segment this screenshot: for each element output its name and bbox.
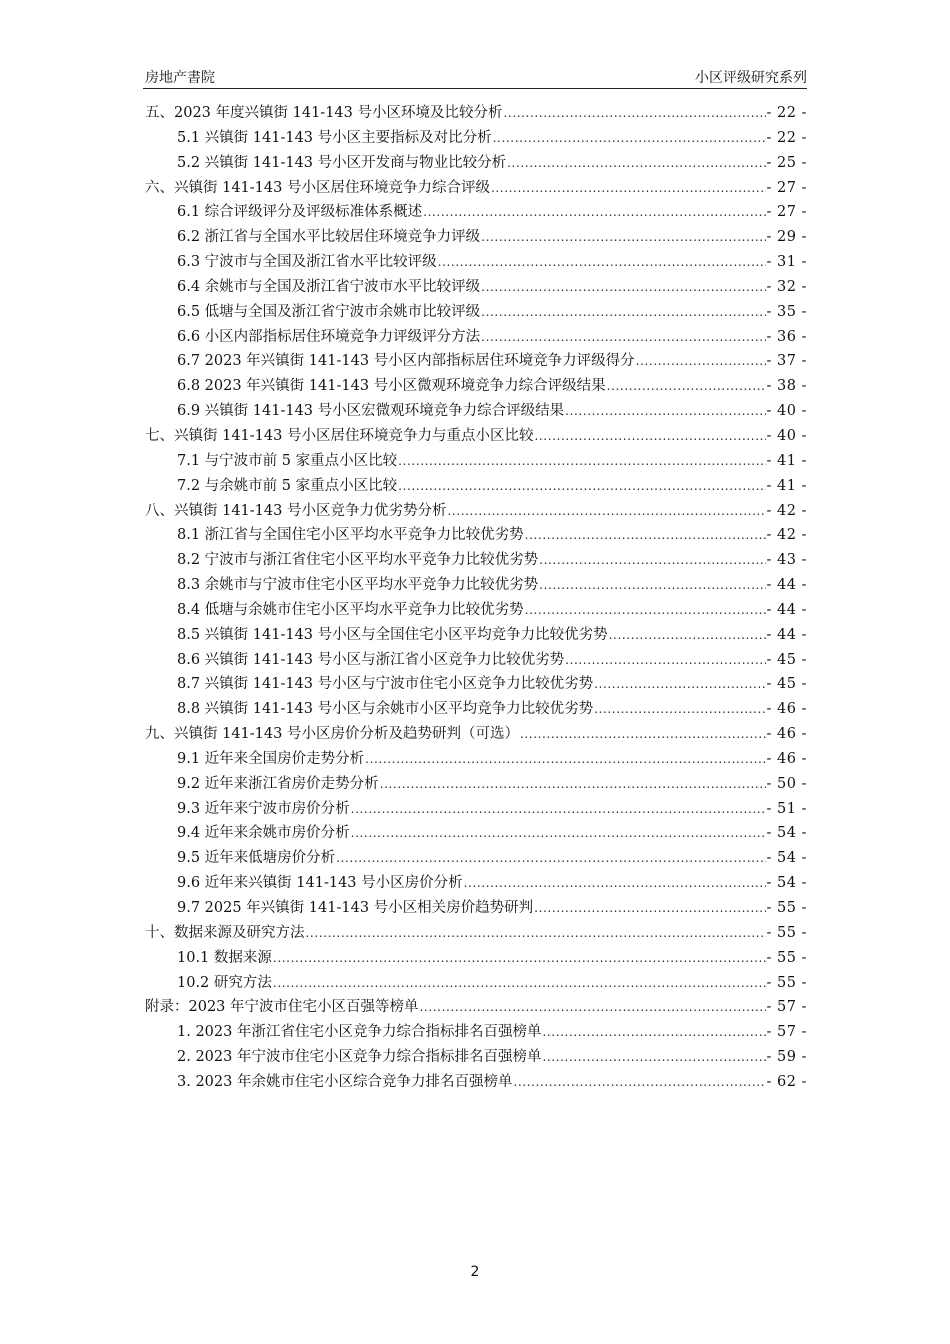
toc-entry-title: 附录：2023 年宁波市住宅小区百强等榜单: [145, 999, 419, 1016]
toc-entry[interactable]: [145, 971, 807, 996]
toc-entry-page: - 51 -: [766, 800, 807, 817]
toc-entry-page: - 59 -: [766, 1049, 807, 1066]
toc-entry[interactable]: [145, 250, 807, 275]
toc-entry-page: - 55 -: [766, 924, 807, 941]
toc-dot-leader: [398, 454, 765, 468]
toc-entry-title: 9.7 2025 年兴镇街 141-143 号小区相关房价趋势研判: [177, 900, 534, 916]
toc-entry-title: 8.7 兴镇街 141-143 号小区与宁波市住宅小区竞争力比较优劣势: [177, 676, 594, 693]
toc-entry-page: - 22 -: [766, 129, 807, 146]
toc-entry[interactable]: [145, 101, 807, 126]
toc-entry[interactable]: [145, 1020, 807, 1045]
toc-entry-title: 3. 2023 年余姚市住宅小区综合竞争力排名百强榜单: [177, 1073, 513, 1090]
toc-dot-leader: [423, 205, 765, 219]
toc-dot-leader: [481, 280, 765, 294]
toc-entry[interactable]: [145, 399, 807, 424]
toc-entry-page: - 62 -: [766, 1073, 807, 1090]
toc-entry-title: 6.2 浙江省与全国水平比较居住环境竞争力评级: [177, 229, 481, 246]
table-of-contents: [145, 101, 807, 1095]
toc-entry-title: 5.1 兴镇街 141-143 号小区主要指标及对比分析: [177, 129, 492, 146]
toc-entry-title: 1. 2023 年浙江省住宅小区竞争力综合指标排名百强榜单: [177, 1024, 542, 1041]
toc-entry[interactable]: [145, 325, 807, 350]
toc-dot-leader: [493, 131, 766, 145]
toc-dot-leader: [380, 777, 766, 791]
toc-entry[interactable]: [145, 871, 807, 896]
toc-dot-leader: [609, 628, 766, 642]
toc-entry-page: - 54 -: [766, 850, 807, 867]
toc-entry-title: 9.3 近年来宁波市房价分析: [177, 800, 350, 817]
toc-entry-page: - 45 -: [766, 676, 807, 693]
toc-entry-page: - 54 -: [766, 825, 807, 842]
toc-dot-leader: [542, 1025, 765, 1039]
toc-dot-leader: [513, 1075, 765, 1089]
toc-entry-title: 6.8 2023 年兴镇街 141-143 号小区微观环境竞争力综合评级结果: [177, 378, 606, 395]
toc-entry-title: 8.4 低塘与余姚市住宅小区平均水平竞争力比较优劣势: [177, 601, 524, 618]
toc-entry[interactable]: [145, 697, 807, 722]
toc-dot-leader: [539, 578, 765, 592]
toc-dot-leader: [481, 230, 765, 244]
toc-entry-title: 六、兴镇街 141-143 号小区居住环境竞争力综合评级: [145, 179, 490, 196]
toc-entry-title: 6.9 兴镇街 141-143 号小区宏微观环境竞争力综合评级结果: [177, 403, 565, 420]
toc-dot-leader: [351, 802, 766, 816]
toc-entry[interactable]: [145, 747, 807, 772]
toc-entry[interactable]: [145, 300, 807, 325]
toc-entry-title: 10.1 数据来源: [177, 949, 272, 966]
header-publisher: 房地产書院: [145, 70, 215, 86]
toc-dot-leader: [365, 752, 765, 766]
toc-dot-leader: [503, 106, 765, 120]
toc-entry-page: - 38 -: [766, 378, 807, 395]
toc-entry-title: 2. 2023 年宁波市住宅小区竞争力综合指标排名百强榜单: [177, 1049, 542, 1066]
toc-entry-page: - 44 -: [766, 577, 807, 594]
toc-entry-page: - 50 -: [766, 775, 807, 792]
toc-dot-leader: [481, 330, 765, 344]
toc-entry[interactable]: [145, 573, 807, 598]
toc-entry[interactable]: [145, 548, 807, 573]
toc-entry-title: 8.5 兴镇街 141-143 号小区与全国住宅小区平均竞争力比较优劣势: [177, 626, 608, 643]
toc-entry[interactable]: [145, 176, 807, 201]
toc-entry[interactable]: [145, 672, 807, 697]
toc-dot-leader: [351, 826, 766, 840]
toc-entry-title: 十、数据来源及研究方法: [145, 924, 305, 941]
toc-entry-title: 7.1 与宁波市前 5 家重点小区比较: [177, 452, 398, 469]
toc-entry-page: - 25 -: [766, 154, 807, 171]
toc-entry-title: 9.5 近年来低塘房价分析: [177, 850, 336, 867]
toc-entry-title: 七、兴镇街 141-143 号小区居住环境竞争力与重点小区比较: [145, 427, 534, 444]
toc-entry-page: - 22 -: [766, 105, 807, 121]
toc-entry[interactable]: [145, 623, 807, 648]
toc-entry-page: - 40 -: [766, 427, 807, 444]
toc-entry-page: - 42 -: [766, 527, 807, 544]
toc-entry[interactable]: [145, 1070, 807, 1095]
toc-entry-page: - 35 -: [766, 303, 807, 320]
toc-entry-page: - 46 -: [766, 726, 807, 743]
toc-entry-title: 6.4 余姚市与全国及浙江省宁波市水平比较评级: [177, 278, 481, 295]
toc-entry-page: - 55 -: [766, 900, 807, 916]
toc-entry[interactable]: [145, 772, 807, 797]
toc-entry-page: - 44 -: [766, 626, 807, 643]
toc-entry-title: 9.4 近年来余姚市房价分析: [177, 825, 350, 842]
toc-dot-leader: [636, 354, 766, 368]
toc-entry-title: 5.2 兴镇街 141-143 号小区开发商与物业比较分析: [177, 154, 507, 171]
toc-entry-title: 9.6 近年来兴镇街 141-143 号小区房价分析: [177, 875, 463, 892]
toc-dot-leader: [507, 156, 765, 170]
toc-entry-page: - 46 -: [766, 750, 807, 767]
toc-entry[interactable]: [145, 225, 807, 250]
toc-entry-page: - 27 -: [766, 179, 807, 196]
toc-entry[interactable]: [145, 349, 807, 374]
toc-entry-title: 五、2023 年度兴镇街 141-143 号小区环境及比较分析: [145, 105, 503, 121]
toc-entry-page: - 36 -: [766, 328, 807, 345]
toc-entry-page: - 45 -: [766, 651, 807, 668]
toc-entry[interactable]: [145, 200, 807, 225]
toc-entry-title: 8.8 兴镇街 141-143 号小区与余姚市小区平均竞争力比较优劣势: [177, 701, 594, 718]
toc-dot-leader: [336, 851, 765, 865]
toc-entry-title: 8.1 浙江省与全国住宅小区平均水平竞争力比较优劣势: [177, 527, 524, 544]
toc-entry[interactable]: [145, 896, 807, 921]
toc-dot-leader: [542, 1050, 765, 1064]
toc-entry-page: - 31 -: [766, 254, 807, 271]
toc-entry[interactable]: [145, 374, 807, 399]
toc-entry-title: 九、兴镇街 141-143 号小区房价分析及趋势研判（可选）: [145, 726, 519, 743]
toc-dot-leader: [464, 876, 766, 890]
toc-entry-page: - 57 -: [766, 999, 807, 1016]
toc-dot-leader: [594, 677, 765, 691]
toc-entry[interactable]: [145, 499, 807, 524]
toc-dot-leader: [525, 603, 766, 617]
toc-entry-page: - 55 -: [766, 974, 807, 991]
toc-dot-leader: [438, 255, 766, 269]
toc-entry-title: 6.1 综合评级评分及评级标准体系概述: [177, 204, 423, 221]
toc-entry[interactable]: [145, 474, 807, 499]
toc-entry-title: 8.2 宁波市与浙江省住宅小区平均水平竞争力比较优劣势: [177, 552, 539, 569]
toc-entry[interactable]: [145, 523, 807, 548]
toc-entry-title: 6.7 2023 年兴镇街 141-143 号小区内部指标居住环境竞争力评级得分: [177, 353, 635, 370]
toc-dot-leader: [420, 1000, 766, 1014]
toc-entry-title: 6.6 小区内部指标居住环境竞争力评级评分方法: [177, 328, 481, 345]
toc-entry-page: - 54 -: [766, 875, 807, 892]
toc-dot-leader: [534, 901, 765, 915]
toc-dot-leader: [607, 379, 766, 393]
toc-dot-leader: [539, 553, 765, 567]
toc-entry[interactable]: [145, 648, 807, 673]
toc-dot-leader: [565, 653, 765, 667]
toc-entry[interactable]: [145, 1045, 807, 1070]
toc-entry[interactable]: [145, 449, 807, 474]
toc-entry-title: 7.2 与余姚市前 5 家重点小区比较: [177, 477, 398, 494]
toc-entry-page: - 29 -: [766, 229, 807, 246]
toc-entry[interactable]: [145, 424, 807, 449]
toc-entry-page: - 41 -: [766, 477, 807, 494]
toc-entry-page: - 46 -: [766, 701, 807, 718]
toc-dot-leader: [491, 181, 766, 195]
toc-entry-page: - 43 -: [766, 552, 807, 569]
toc-entry-title: 6.3 宁波市与全国及浙江省水平比较评级: [177, 254, 437, 271]
toc-dot-leader: [520, 727, 766, 741]
toc-entry[interactable]: [145, 598, 807, 623]
toc-entry[interactable]: [145, 797, 807, 822]
toc-entry[interactable]: [145, 846, 807, 871]
toc-entry-page: - 37 -: [766, 353, 807, 370]
toc-entry[interactable]: [145, 722, 807, 747]
toc-dot-leader: [447, 504, 765, 518]
toc-entry[interactable]: [145, 921, 807, 946]
toc-entry[interactable]: [145, 126, 807, 151]
toc-dot-leader: [481, 305, 765, 319]
toc-entry[interactable]: [145, 946, 807, 971]
toc-entry-title: 9.1 近年来全国房价走势分析: [177, 750, 365, 767]
toc-entry-title: 八、兴镇街 141-143 号小区竞争力优劣势分析: [145, 502, 447, 519]
toc-entry-title: 8.3 余姚市与宁波市住宅小区平均水平竞争力比较优劣势: [177, 577, 539, 594]
toc-entry-title: 6.5 低塘与全国及浙江省宁波市余姚市比较评级: [177, 303, 481, 320]
toc-entry-page: - 40 -: [766, 403, 807, 420]
toc-dot-leader: [306, 926, 766, 940]
header-series-title: 小区评级研究系列: [695, 70, 807, 86]
toc-entry-page: - 42 -: [766, 502, 807, 519]
toc-entry-page: - 27 -: [766, 204, 807, 221]
toc-entry-title: 8.6 兴镇街 141-143 号小区与浙江省小区竞争力比较优劣势: [177, 651, 565, 668]
toc-entry[interactable]: [145, 995, 807, 1020]
page-header: [143, 66, 807, 89]
toc-dot-leader: [273, 951, 766, 965]
toc-entry[interactable]: [145, 821, 807, 846]
toc-entry[interactable]: [145, 275, 807, 300]
toc-dot-leader: [594, 702, 765, 716]
toc-entry-page: - 41 -: [766, 452, 807, 469]
toc-entry-page: - 44 -: [766, 601, 807, 618]
toc-entry[interactable]: [145, 151, 807, 176]
toc-entry-title: 10.2 研究方法: [177, 974, 272, 991]
toc-entry-title: 9.2 近年来浙江省房价走势分析: [177, 775, 379, 792]
toc-entry-page: - 57 -: [766, 1024, 807, 1041]
toc-dot-leader: [398, 479, 765, 493]
toc-dot-leader: [534, 429, 765, 443]
toc-entry-page: - 55 -: [766, 949, 807, 966]
page-number: 2: [470, 1264, 480, 1280]
toc-dot-leader: [565, 404, 765, 418]
toc-dot-leader: [525, 528, 766, 542]
toc-entry-page: - 32 -: [766, 278, 807, 295]
toc-dot-leader: [273, 976, 766, 990]
